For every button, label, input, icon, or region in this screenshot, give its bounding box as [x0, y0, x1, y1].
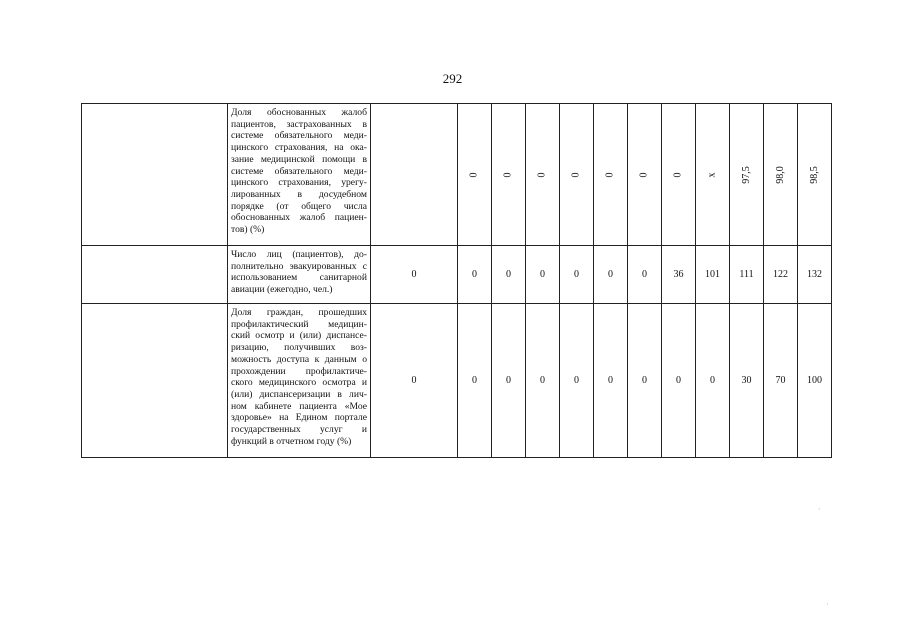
- value-cell: [560, 104, 594, 246]
- value-text: 0: [540, 374, 545, 386]
- value-cell: [371, 246, 458, 304]
- value-text: 0: [642, 374, 647, 386]
- value-cell: [560, 304, 594, 458]
- value-cell: [730, 304, 764, 458]
- value-text: 0: [710, 374, 715, 386]
- value-text: 0: [472, 374, 477, 386]
- value-text: 0: [468, 172, 480, 177]
- value-cell: [458, 304, 492, 458]
- value-text: 0: [574, 268, 579, 280]
- value-cell: [662, 104, 696, 246]
- value-text: 0: [604, 172, 616, 177]
- value-cell: [560, 246, 594, 304]
- value-text: 0: [411, 374, 417, 386]
- value-cell: [594, 246, 628, 304]
- value-cell: [628, 246, 662, 304]
- table-row: [82, 304, 832, 458]
- value-text: 132: [807, 268, 822, 280]
- value-text: 0: [642, 268, 647, 280]
- value-cell: [798, 104, 832, 246]
- value-cell: [730, 246, 764, 304]
- value-cell: [764, 104, 798, 246]
- value-cell: [371, 104, 458, 246]
- value-text: 0: [570, 172, 582, 177]
- value-text: 0: [672, 172, 684, 177]
- indicator-description-text: Доля граждан, прошедших профилактический медицин-ский осмотр и (или) диспансе-ризацию, получивших воз-можность доступа к данным о прохождении профилактиче-ского медицинского осмотра и (или) диспансеризации в лич-ном кабинете пациента «Мое здоровье» на Едином портале государственных услуг и функций в отчетном году (%): [231, 307, 367, 447]
- value-cell: [371, 304, 458, 458]
- indicator-description: [228, 246, 371, 304]
- value-text: 0: [676, 374, 681, 386]
- value-cell: [696, 304, 730, 458]
- value-cell: [662, 304, 696, 458]
- value-text: 0: [608, 268, 613, 280]
- value-cell: [730, 104, 764, 246]
- value-cell: [458, 246, 492, 304]
- value-cell: [492, 304, 526, 458]
- value-cell: [662, 246, 696, 304]
- value-text: 100: [807, 374, 822, 386]
- value-text: x: [706, 172, 718, 177]
- value-cell: [492, 104, 526, 246]
- value-text: 101: [705, 268, 720, 280]
- indicator-description-text: Число лиц (пациентов), до-полнительно эвакуированных с использованием санитарной авиации (ежегодно, чел.): [231, 249, 367, 296]
- table-row: [82, 246, 832, 304]
- value-text: 0: [506, 268, 511, 280]
- value-cell: [696, 104, 730, 246]
- indicator-description: [228, 104, 371, 246]
- value-cell: [798, 304, 832, 458]
- value-cell: [628, 104, 662, 246]
- empty-first-cell: [82, 246, 228, 304]
- value-text: 0: [608, 374, 613, 386]
- value-text: 122: [773, 268, 788, 280]
- value-cell: [594, 304, 628, 458]
- value-text: 0: [638, 172, 650, 177]
- value-cell: [764, 246, 798, 304]
- value-cell: [628, 304, 662, 458]
- value-cell: [526, 246, 560, 304]
- value-cell: [526, 304, 560, 458]
- value-text: 70: [775, 374, 786, 386]
- scan-speck: ·: [818, 505, 821, 514]
- value-text: 30: [741, 374, 752, 386]
- value-text: 36: [673, 268, 684, 280]
- value-text: 111: [739, 268, 754, 280]
- value-text: 0: [506, 374, 511, 386]
- value-cell: [594, 104, 628, 246]
- value-cell: [764, 304, 798, 458]
- value-text: 0: [574, 374, 579, 386]
- value-text: 97,5: [740, 165, 752, 184]
- value-text: 0: [502, 172, 514, 177]
- indicators-table: [81, 103, 832, 458]
- value-text: 0: [411, 268, 417, 280]
- empty-first-cell: [82, 104, 228, 246]
- scan-speck: ·: [826, 600, 829, 609]
- indicator-description-text: Доля обоснованных жалоб пациентов, застрахованных в системе обязательного меди-цинского страхования, на ока-зание медицинской помощи в системе обязательного меди-цинского страхования, урегу-лированных в досудебном порядке (от общего числа обоснованных жалоб пациен-тов) (%): [231, 107, 367, 236]
- empty-first-cell: [82, 304, 228, 458]
- value-text: 0: [536, 172, 548, 177]
- value-cell: [526, 104, 560, 246]
- value-text: 98,5: [808, 165, 820, 184]
- value-cell: [458, 104, 492, 246]
- page-number: 292: [442, 71, 463, 86]
- indicator-description: [228, 304, 371, 458]
- value-text: 98,0: [774, 165, 786, 184]
- value-cell: [798, 246, 832, 304]
- value-cell: [696, 246, 730, 304]
- value-text: 0: [540, 268, 545, 280]
- value-text: 0: [472, 268, 477, 280]
- table-row: [82, 104, 832, 246]
- value-cell: [492, 246, 526, 304]
